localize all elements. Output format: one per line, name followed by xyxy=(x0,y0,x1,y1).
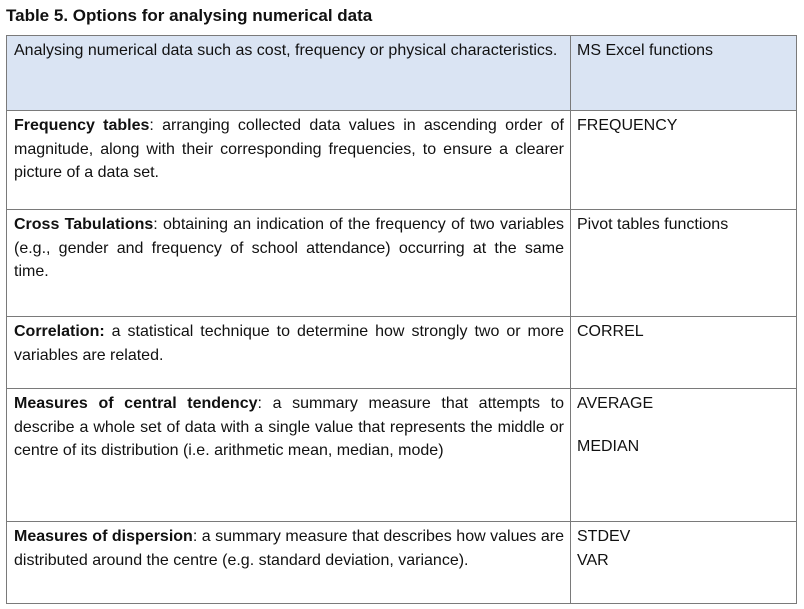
functions-cell xyxy=(571,111,797,210)
excel-function: AVERAGE xyxy=(577,395,654,412)
table-row xyxy=(7,210,797,317)
description-cell xyxy=(7,389,571,522)
description-cell xyxy=(7,111,571,210)
row-term: Measures of dispersion xyxy=(14,528,193,545)
table-row xyxy=(7,111,797,210)
row-term: Correlation: xyxy=(14,323,105,340)
excel-function: Pivot tables functions xyxy=(577,216,729,233)
functions-cell xyxy=(571,389,797,522)
functions-cell xyxy=(571,210,797,317)
row-separator: : xyxy=(257,395,273,412)
excel-function: FREQUENCY xyxy=(577,117,678,134)
functions-cell xyxy=(571,317,797,389)
row-term: Cross Tabulations xyxy=(14,216,154,233)
row-separator: : xyxy=(149,117,163,134)
row-term: Measures of central tendency xyxy=(14,395,258,412)
functions-cell xyxy=(571,522,797,604)
row-description: a statistical technique to determine how strongly two or more variables are related. xyxy=(14,323,564,364)
table-row xyxy=(7,522,797,604)
row-description: arranging collected data values in ascending order of magnitude, along with their corresponding frequencies, to ensure a clearer picture of a data set. xyxy=(14,117,564,181)
description-cell xyxy=(7,210,571,317)
row-separator xyxy=(105,323,112,340)
table-row xyxy=(7,317,797,389)
table-row xyxy=(7,389,797,522)
excel-function: MEDIAN xyxy=(577,437,640,455)
row-separator: : xyxy=(192,528,202,545)
description-cell xyxy=(7,317,571,389)
excel-function: STDEV xyxy=(577,528,631,545)
row-description: obtaining an indication of the frequency of two variables (e.g., gender and frequency of school attendance) occurring at the same time. xyxy=(14,216,565,280)
row-description: a summary measure that describes how values are distributed around the centre (e.g. standard deviation, variance). xyxy=(14,528,565,569)
options-table xyxy=(6,35,797,604)
table-caption: Table 5. Options for analysing numerical data xyxy=(6,6,373,25)
excel-function: VAR xyxy=(577,551,609,569)
row-description: a summary measure that attempts to describe a whole set of data with a single value that represents the middle or centre of its distribution (i.e. arithmetic mean, median, mode) xyxy=(14,395,565,459)
header-functions: MS Excel functions xyxy=(577,42,714,59)
table-header-row xyxy=(7,36,797,111)
excel-function: CORREL xyxy=(577,323,644,340)
header-description-cell xyxy=(7,36,571,111)
header-description: Analysing numerical data such as cost, frequency or physical characteristics. xyxy=(14,42,558,59)
row-separator: : xyxy=(153,216,164,233)
description-cell xyxy=(7,522,571,604)
header-functions-cell xyxy=(571,36,797,111)
row-term: Frequency tables xyxy=(14,117,150,134)
